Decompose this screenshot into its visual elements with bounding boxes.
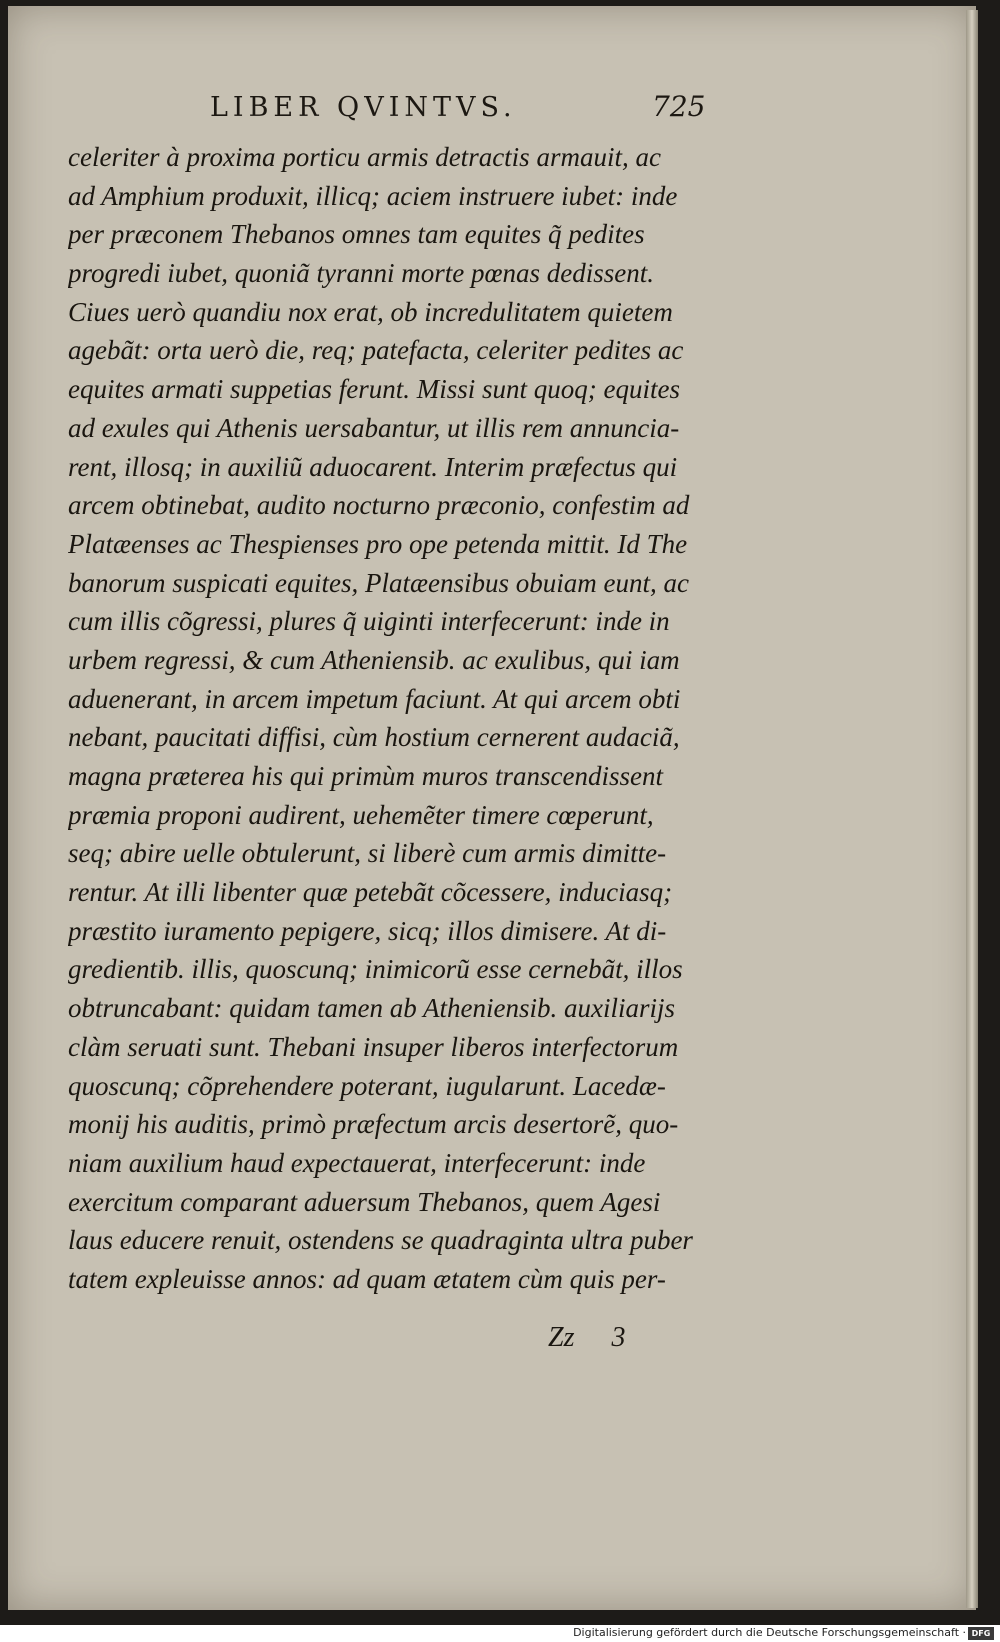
body-text — [68, 138, 748, 1338]
text-line: quoscunq; cõprehendere poterant, iugularunt. Lacedæ- — [68, 1070, 666, 1101]
text-line: clàm seruati sunt. Thebani insuper liberos interfectorum — [68, 1031, 679, 1062]
text-line: rent, illosq; in auxiliũ aduocarent. Interim præfectus qui — [68, 451, 678, 482]
text-line: ad Amphium produxit, illicq; aciem instruere iubet: inde — [68, 180, 678, 211]
text-line: nebant, paucitati diffisi, cùm hostium cernerent audaciã, — [68, 722, 680, 753]
text-line: agebãt: orta uerò die, req; patefacta, celeriter pedites ac — [68, 335, 684, 366]
text-line: celeriter à proxima porticu armis detractis armauit, ac — [68, 142, 661, 172]
text-line: equites armati suppetias ferunt. Missi sunt quoq; equites — [68, 374, 680, 405]
text-line: magna præterea his qui primùm muros transcendissent — [68, 761, 664, 791]
text-line: tatem expleuisse annos: ad quam ætatem cùm quis per- — [68, 1263, 666, 1294]
text-line: banorum suspicati equites, Platæensibus obuiam eunt, ac — [68, 567, 689, 598]
text-line: obtruncabant: quidam tamen ab Atheniensib. auxiliarijs — [68, 993, 675, 1024]
text-line: seq; abire uelle obtulerunt, si liberè cum armis dimitte- — [68, 838, 667, 869]
text-line: urbem regressi, & cum Atheniensib. ac exulibus, qui iam — [68, 644, 680, 675]
text-line: niam auxilium haud expectauerat, interfecerunt: inde — [68, 1147, 646, 1178]
text-line: monij his auditis, primò præfectum arcis desertorẽ, quo- — [68, 1109, 679, 1140]
text-line: præmia proponi audirent, uehemẽter timere cœperunt, — [68, 799, 654, 830]
text-line: gredientib. illis, quoscunq; inimicorũ esse cernebãt, illos — [68, 954, 683, 985]
page-edge — [966, 10, 978, 1608]
text-line: progredi iubet, quoniã tyranni morte pœnas dedissent. — [68, 258, 654, 289]
text-line: laus educere renuit, ostendens se quadraginta ultra puber — [68, 1225, 693, 1256]
text-line: per præconem Thebanos omnes tam equites q̃ pedites — [68, 219, 645, 250]
text-line: Platæenses ac Thespienses pro ope petenda mittit. Id The — [68, 528, 688, 559]
dfg-logo-icon: DFG — [968, 1627, 994, 1640]
funding-credit: Digitalisierung gefördert durch die Deutsche Forschungsgemeinschaft · — [573, 1626, 966, 1639]
running-head: LIBER QVINTVS. — [210, 92, 517, 123]
text-line: ad exules qui Athenis uersabantur, ut illis rem annuncia- — [68, 412, 680, 443]
text-line: Ciues uerò quandiu nox erat, ob incredulitatem quietem — [68, 296, 673, 327]
text-line: rentur. At illi libenter quæ petebãt cõcessere, induciasq; — [68, 877, 673, 908]
text-line: exercitum comparant aduersum Thebanos, quem Agesi — [68, 1186, 661, 1217]
page-number: 725 — [652, 90, 706, 123]
text-line: præstito iuramento pepigere, sicq; illos dimisere. At di- — [68, 915, 667, 946]
gathering-signature: Zz 3 — [548, 1322, 626, 1353]
text-line: cum illis cõgressi, plures q̃ uiginti interfecerunt: inde in — [68, 606, 670, 637]
text-line: arcem obtinebat, audito nocturno præconio, confestim ad — [68, 490, 690, 521]
text-line: aduenerant, in arcem impetum faciunt. At qui arcem obti — [68, 683, 681, 714]
